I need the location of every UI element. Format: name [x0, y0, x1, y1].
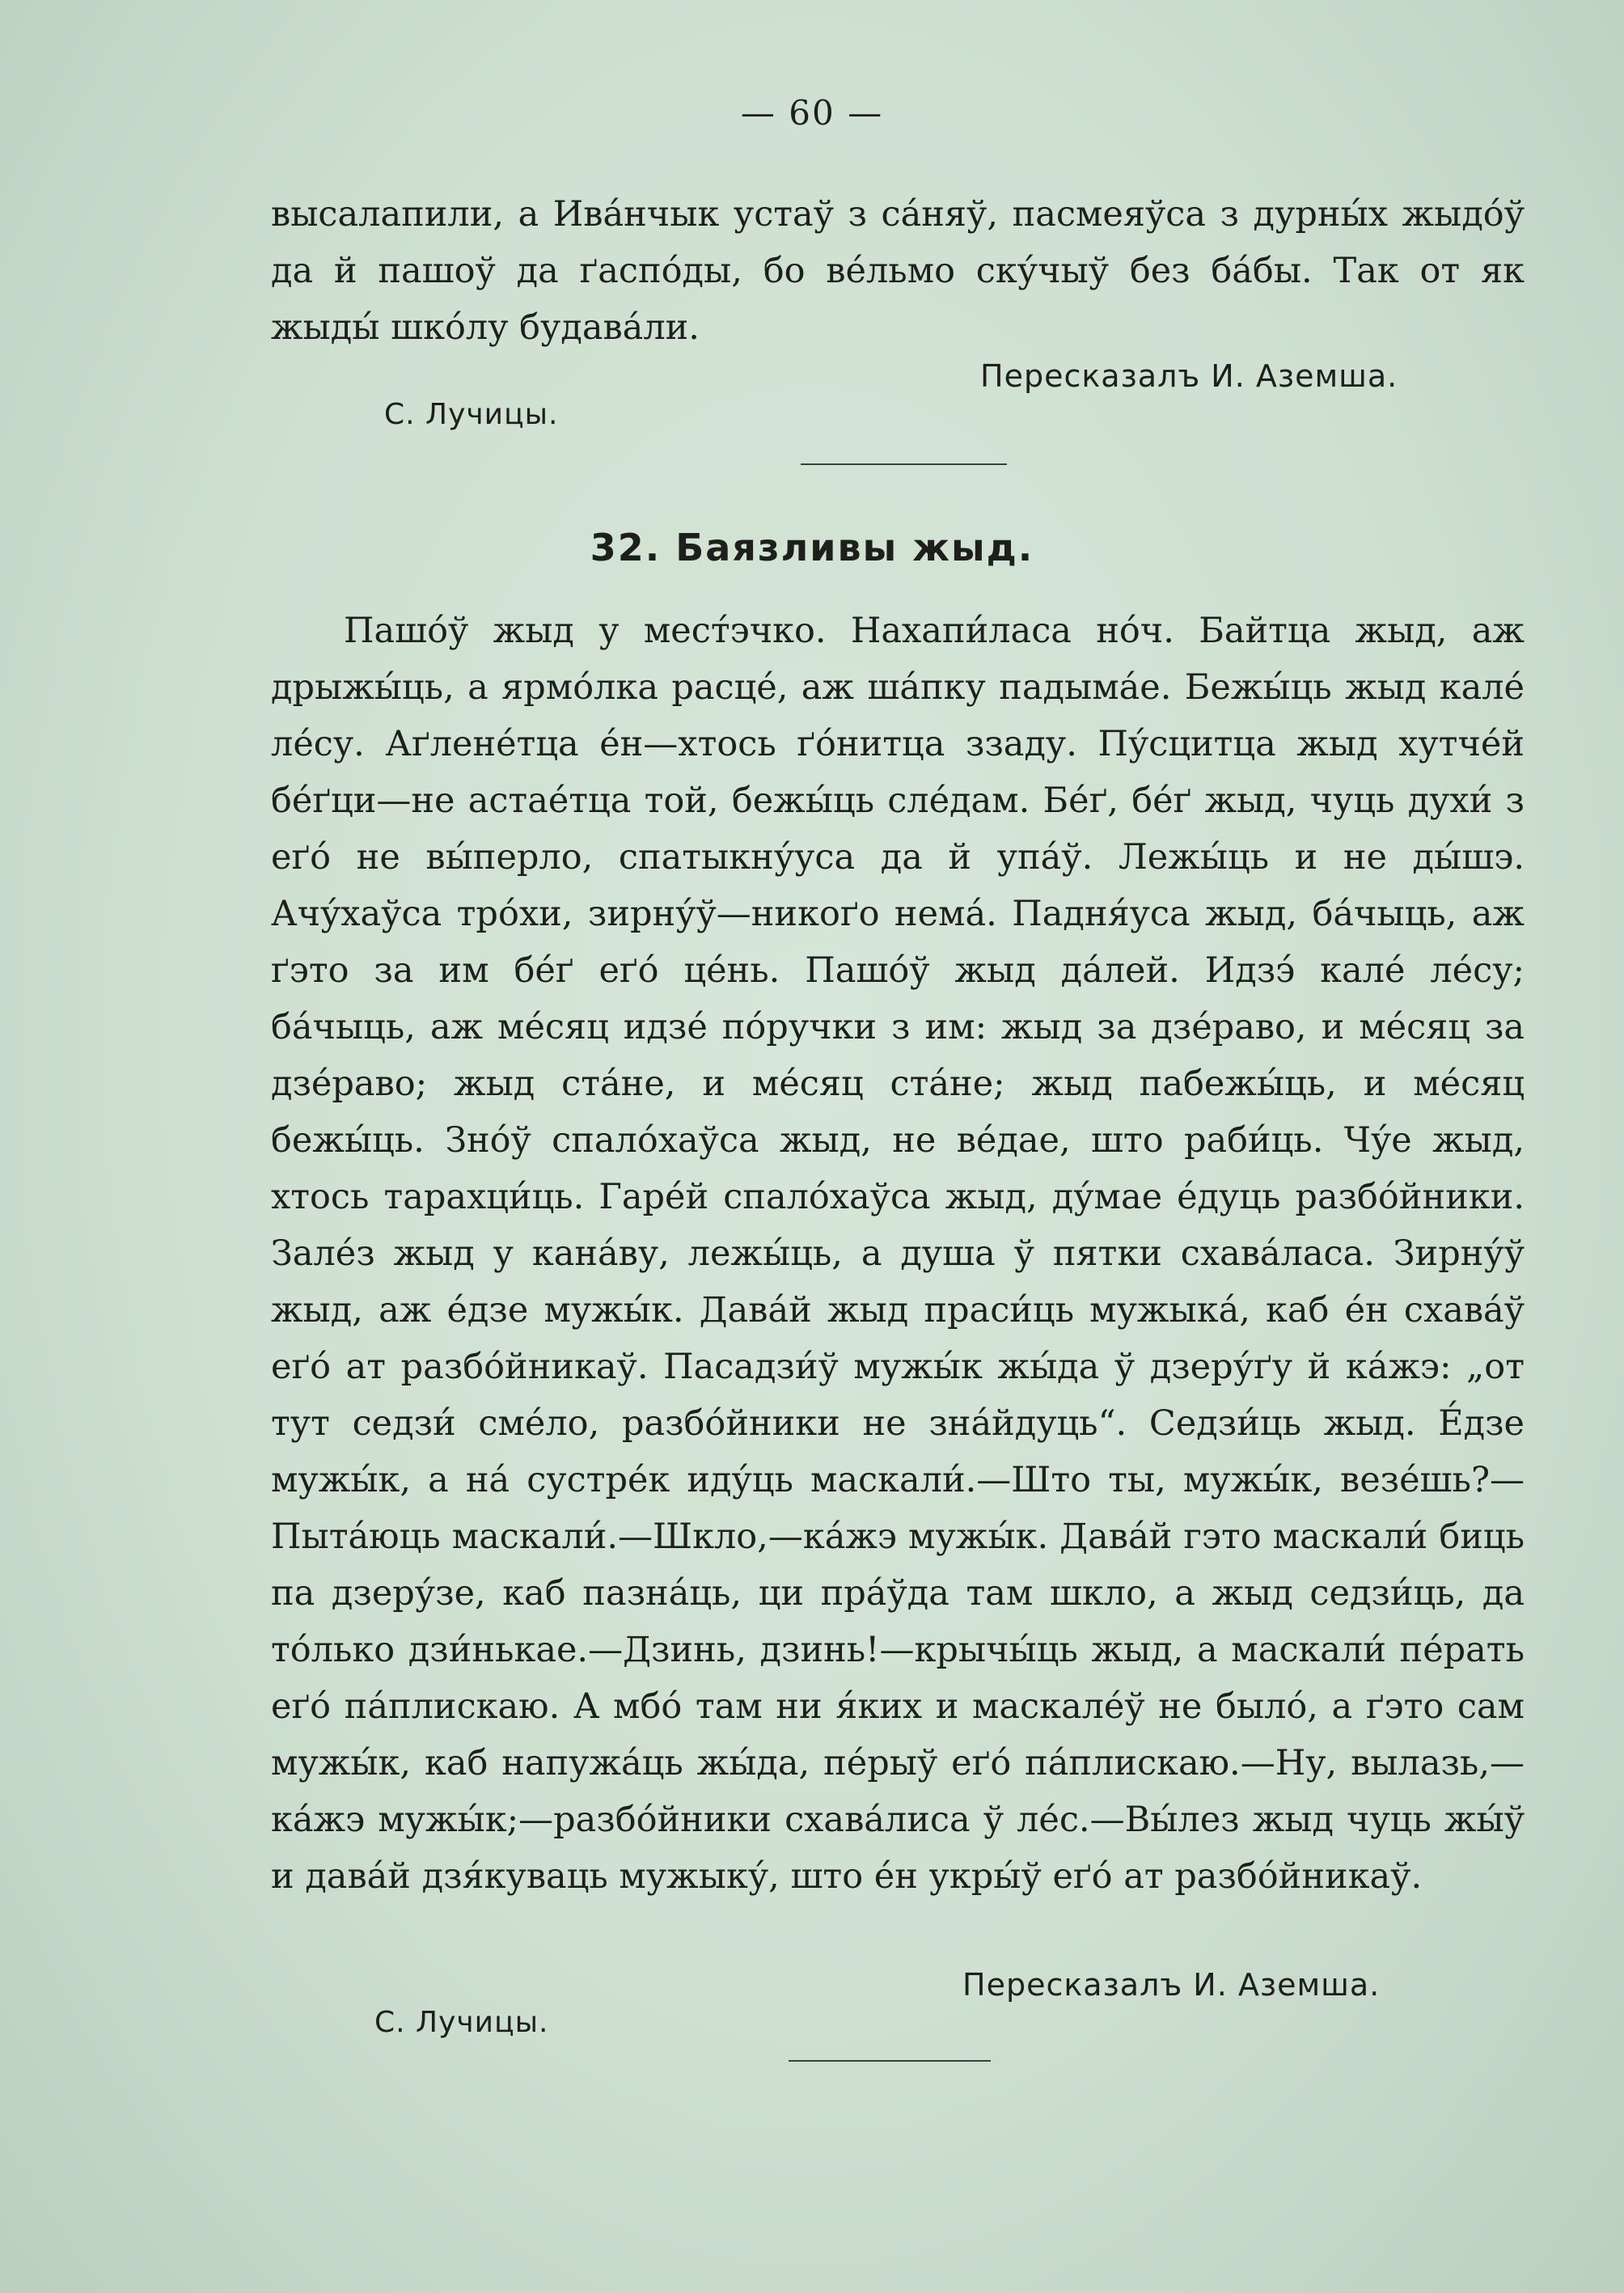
- story-31-text: высалапили, а Ива́нчык устаў з са́няў, пасмеяўса з дурны́х жыдо́ў да й пашоў да ґаспо́ды, бо ве́льмо ску́чыў без ба́бы. Так от як жыды́ шко́лу будава́ли.: [271, 194, 1525, 348]
- story-32-text: Пашо́ў жыд у мест́эчко. Нахапи́ласа но́ч. Байтца жыд, аж дрыжы́ць, а ярмо́лка расце́, аж ша́пку падыма́е. Бежы́ць жыд кале́ ле́су. Аґлене́тца е́н—хтось ґо́нитца ззаду. Пу́сцитца жыд хутче́й бе́ґци—не астае́тца той, бежы́ць сле́дам. Бе́ґ, бе́ґ жыд, чуць духи́ з еґо́ не вы́перло, спатыкну́уса да й упа́ў. Лежы́ць и не ды́шэ. Ачу́хаўса тро́хи, зирну́ў—никоґо нема́. Падня́уса жыд, ба́чыць, аж ґэто за им бе́ґ еґо́ це́нь. Пашо́ў жыд да́лей. Идзэ́ кале́ ле́су; ба́чыць, аж ме́сяц идзе́ по́ручки з им: жыд за дзе́раво, и ме́сяц за дзе́раво; жыд ста́не, и ме́сяц ста́не; жыд пабежы́ць, и ме́сяц бежы́ць. Зно́ў спало́хаўса жыд, не ве́дае, што раби́ць. Чу́е жыд, хтось тарахци́ць. Гаре́й спало́хаўса жыд, ду́мае е́дуць разбо́йники. Зале́з жыд у кана́ву, лежы́ць, а душа ў пятки схава́ласа. Зирну́ў жыд, аж е́дзе мужы́к. Дава́й жыд праси́ць мужыка́, каб е́н схава́ў еґо́ ат разбо́йникаў. Пасадзи́ў мужы́к жы́да ў дзеру́ґу й ка́жэ: „от тут седзи́ сме́ло, разбо́йники не зна́йдуць“. Седзи́ць жыд. Е́дзе мужы́к, а на́ сустре́к иду́ць маскали́.—Што ты, мужы́к, везе́шь?— Пыта́юць маскали́.—Шкло,—ка́жэ мужы́к. Дава́й гэто маскали́ биць па дзеру́зе, каб пазна́ць, ци пра́ўда там шкло, а жыд седзи́ць, да то́лько дзи́нькае.—Дзинь, дзинь!—крычы́ць жыд, а маскали́ пе́рать еґо́ па́плискаю. А мбо́ там ни я́ких и маскале́ў не было́, а ґэто сам мужы́к, каб напужа́ць жы́да, пе́рыў еґо́ па́плискаю.—Ну, вылазь,— ка́жэ мужы́к;—разбо́йники схава́лиса ў ле́с.—Вы́лез жыд чуць жы́ў и дава́й дзя́куваць мужыку́, што е́н укры́ў еґо́ ат разбо́йникаў.: [271, 611, 1525, 1897]
- story-32-body: [271, 603, 1525, 1905]
- page-number: — 60 —: [740, 93, 884, 133]
- story-31-ending: [271, 186, 1525, 356]
- end-divider: [789, 2060, 991, 2062]
- story-32-reteller: Пересказалъ И. Аземша.: [962, 1967, 1381, 2003]
- story-32-title: 32. Баязливы жыд.: [590, 526, 1034, 569]
- section-divider: [801, 463, 1007, 465]
- story-32-village: С. Лучицы.: [374, 2006, 549, 2039]
- story-31-village: С. Лучицы.: [384, 398, 559, 431]
- story-31-reteller: Пересказалъ И. Аземша.: [980, 358, 1398, 394]
